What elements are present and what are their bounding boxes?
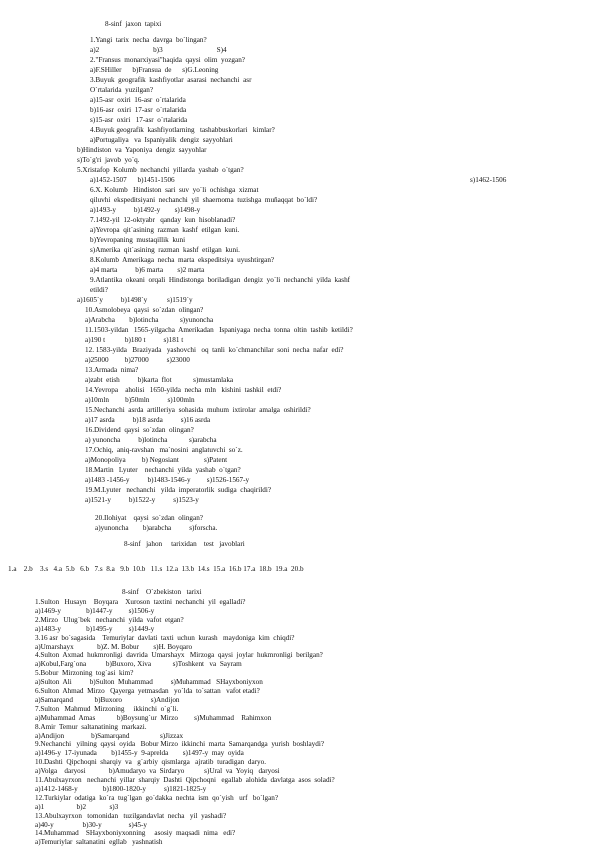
question-line: 8.Kolumb Amerikaga necha marta ekspeditsiya uyushtirgan? — [90, 256, 275, 264]
question-line: 3.16 asr bo`sagasida Temuriylar davlati taxti uchun kurash maydoniga kim chiqdi? — [35, 633, 295, 642]
answer-option: s)15-asr oxiri 17-asr o`rtalarida — [90, 116, 188, 124]
question-line: 11.Abulxayrxon nechanchi yillar sharqiy Dashti Qipchoqni egallab alohida davlatga asos soladi? — [35, 776, 335, 784]
question-line: 4.Buyuk geografik kashfiyotlarning tashabbuskorlari kimlar? — [90, 126, 275, 134]
question-line: 6.X. Kolumb Hindiston sari suv yo`li ochishga xizmat — [90, 186, 259, 194]
question-line: 5.Xristafop Kolumb nechanchi yillarda yashab o`tgan? — [77, 166, 244, 174]
question-line: 1.Sulton Husayn Boyqara Xuroson taxtini nechanchi yil egalladi? — [35, 598, 246, 606]
answer-options: a)2 b)3 S)4 — [90, 46, 227, 54]
answer-options: a)Volga daryosi b)Amudaryo va Sirdaryo s)Ural va Yoyiq daryosi — [35, 767, 280, 776]
answers-title: 8-sinf jahon tarixidan test javoblari — [124, 540, 245, 548]
question-line: 7.1492-yil 12-oktyabr qanday kun hisoblanadi? — [90, 216, 236, 224]
answer-options: a)190 t b)180 t s)181 t — [85, 336, 184, 344]
answer-options: a)1493-y b)1492-y s)1498-y — [90, 206, 201, 214]
answer-option: s)To`g'ri javob yo`q. — [77, 156, 140, 164]
question-line: 13.Armada nima? — [85, 366, 139, 374]
question-line: 8.Amir Temur saltanatining markazi. — [35, 722, 147, 731]
answer-options: a)1 b)2 s)3 — [35, 802, 119, 811]
question-line: O`rtalarida yuzilgan? — [90, 86, 154, 94]
question-line: qiluvhi ekspeditsiyani nechanchi yil shaernoma tuzishga muñaqqat bo`ldi? — [90, 196, 318, 204]
answer-options: a)25000 b)27000 s)23000 — [85, 356, 190, 364]
question-line: 5.Bobur Mirzoning tog`asi kim? — [35, 669, 134, 678]
answer-option: s)1462-1506 — [470, 176, 507, 184]
question-line: 9.Nechanchi yilning qaysi oyida Bobur Mirzo ikkinchi marta Samarqandga yurish boshlaydi? — [35, 740, 325, 749]
question-line: 17.Ochiq, aniq-ravshan ma`nosini anglatuvchi so`z. — [85, 446, 243, 454]
answer-option: a)Yevropa qit`asining razman kashf etilgan kuni. — [90, 226, 240, 234]
answer-option: s)Amerika qit`asining razman kashf etilgan kuni. — [90, 246, 240, 254]
section1-title: 8-sinf jaxon tapixi — [105, 20, 162, 28]
answer-options: a)10mln b)50mln s)100mln — [85, 396, 195, 404]
question-line: 20.Ilohiyat qaysi so`zdan olingan? — [95, 514, 203, 522]
answer-option: a)Portugaliya va Ispaniyalik dengiz sayyohlari — [90, 136, 233, 144]
answer-options: a)F.SHiller b)Fransua de s)G.Leoning — [90, 66, 219, 74]
answer-options: a) yunoncha b)lotincha s)arabcha — [85, 436, 217, 444]
answer-option: a)Temuriylar saltanatini egllab yashnatish — [35, 838, 163, 847]
answer-options: a)1469-y b)1447-y s)1506-y — [35, 606, 155, 615]
answer-options: a)yunoncha b)arabcha s)forscha. — [95, 524, 218, 532]
answer-options: a)Arabcha b)lotincha s)yunoncha — [85, 316, 214, 324]
question-line: 12. 1583-yilda Braziyada yashovchi oq tanli ko`chmanchilar soni necha nafar edi? — [85, 346, 344, 354]
answer-options: a)4 marta b)6 marta s)2 marta — [90, 266, 205, 274]
question-line: 1.Yangi tarix necha davrga bo`lingan? — [90, 36, 207, 44]
answer-options: a)Muhammad Amas b)Boysung`ur Mirzo s)Muhammad Rahimxon — [35, 713, 272, 722]
answer-options: a)Andijon b)Samarqand s)Jizzax — [35, 731, 184, 740]
question-line: 15.Nechanchi asrda artilleriya sohasida muhum ixtirolar amalga oshirildi? — [85, 406, 311, 414]
answer-option: b)16-asr oxiri 17-asr o`rtalarida — [90, 106, 187, 114]
question-line: 13.Abulxayrxon tomonidan tuzilgandavlat necha yil yashadi? — [35, 811, 227, 820]
answer-options: a)1483-y b)1495-y s)1449-y — [35, 624, 155, 633]
answer-options: a)Samarqand b)Buxoro s)Andijon — [35, 695, 180, 704]
question-line: 2.Mirzo Ulug`bek nechanchi yilda vafot etgan? — [35, 615, 184, 624]
answer-options: a)1483 -1456-y b)1483-1546-y s)1526-1567-y — [85, 476, 250, 484]
question-line: 14.Yevropa aholisi 1650-yilda necha mln kishini tashkil etdi? — [85, 386, 282, 394]
question-line: 4.Sulton Axmad hukmronligi davrida Umarshayx Mirzoga qaysi joylar hukmronligi berilgan? — [35, 651, 323, 660]
section2-title: 8-sinf O`zbekiston tarixi — [122, 588, 202, 596]
answer-options: a)1605`y b)1498`y s)1519`y — [77, 296, 193, 304]
answer-options: a)Umarshayx b)Z. M. Bobur s)H. Boyqaro — [35, 642, 193, 651]
answer-options: a)1412-1468-y b)1800-1820-y s)1821-1825-y — [35, 784, 207, 793]
question-line: 14.Muhammad SHayxboniyxonning asosiy maqsadi nima edi? — [35, 829, 236, 838]
answer-options: a)Monopoliya b) Negosiant s)Patent — [85, 456, 228, 464]
answer-option: a)15-asr oxiri 16-asr o`rtalarida — [90, 96, 186, 104]
question-line: etildi? — [90, 286, 108, 294]
question-line: 19.M.Lyuter nechanchi yilda imperatorlik sudiga chaqirildi? — [85, 486, 272, 494]
answer-options: a)Sulton Ali b)Sulton Muhammad s)Muhammad SHayxboniyxon — [35, 678, 263, 687]
question-line: 18.Martin Lyuter nechanchi yilda yashab o`tgan? — [85, 466, 241, 474]
answer-option: b)Hindiston va Yaponiya dengiz sayyohlar — [77, 146, 207, 154]
answer-options: a)17 asrda b)18 asrda s)16 asrda — [85, 416, 211, 424]
question-line: 3.Buyuk geografik kashfiyotlar asarasi nechanchi asr — [90, 76, 252, 84]
answer-key-row: 1.a 2.b 3.s 4.a 5.b 6.b 7.s 8.a 9.b 10.b 11.s 12.a 13.b 14.s 15.a 16.b 17.a 18.b 19.a 20.b — [8, 565, 304, 573]
answer-options: a)1452-1507 b)1451-1506 — [90, 176, 175, 184]
question-line: 10.Asmolobeya qaysi so`zdan olingan? — [85, 306, 204, 314]
question-line: 7.Sulton Mahmud Mirzoning ikkinchi o`g`li. — [35, 704, 179, 713]
answer-options: a)zabt etish b)karta flot s)mustamlaka — [85, 376, 234, 384]
question-line: 2."Fransus monarxiyasi"haqida qaysi olim yozgan? — [90, 56, 245, 64]
answer-option: b)Yevropaning mustaqillik kuni — [90, 236, 186, 244]
question-line: 16.Dividend qaysi so`zdan olingan? — [85, 426, 194, 434]
question-line: 11.1503-yildan 1565-yilgacha Amerikadan Ispaniyaga necha tonna oltin tashib ketildi? — [85, 326, 353, 334]
question-line: 10.Dashti Qipchoqni sharqiy va g`arbiy qismlarga ajratib turadigan daryo. — [35, 758, 267, 767]
question-line: 12.Turkiylar odatiga ko`ra tug`lgan go`dakka nechta ism qo`yish urf bo`lgan? — [35, 793, 279, 802]
answer-options: a)Kobul,Farg`ona b)Buxoro, Xiva s)Toshkent va Sayram — [35, 660, 242, 669]
question-line: 9.Atlantika okeani orqali Hindistonga boriladigan dengiz yo`li nechanchi yilda kashf — [90, 276, 351, 284]
answer-options: a)40-y b)30-y s)45-y — [35, 820, 147, 829]
answer-options: a)1496-y 17-iyunada b)1455-y 9-aprelda s)1497-y may oyida — [35, 749, 244, 758]
question-line: 6.Sulton Ahmad Mirzo Qayerga yetmasdan yo`lda to`sattan vafot etadi? — [35, 687, 260, 695]
answer-options: a)1521-y b)1522-y s)1523-y — [85, 496, 199, 504]
